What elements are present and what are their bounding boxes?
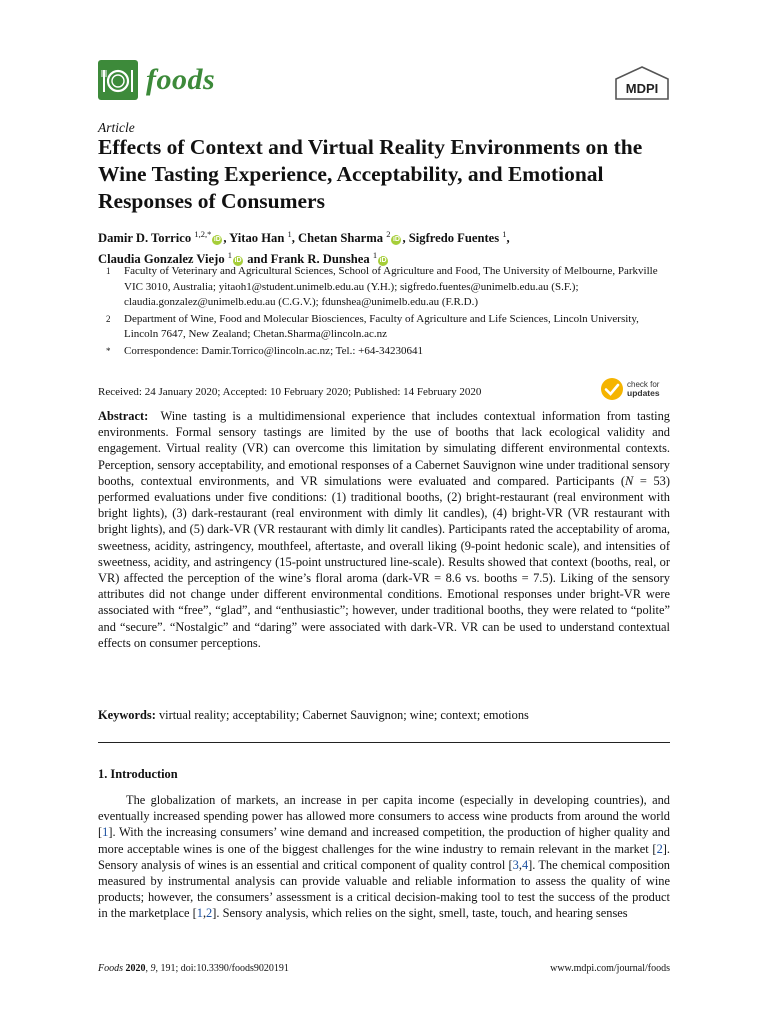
author-affiliation-mark: 2 <box>386 229 391 239</box>
footer-year: 2020 <box>125 963 146 974</box>
orcid-icon[interactable]: iD <box>379 257 387 265</box>
journal-name: foods <box>146 63 216 96</box>
body-text-segment: ]. Sensory analysis of wines is an essential and critical component of quality control [ <box>98 841 670 872</box>
footer-volume: 9 <box>150 963 156 974</box>
section-heading-introduction: 1. Introduction <box>98 767 178 781</box>
author-affiliation-mark: 1 <box>372 250 378 261</box>
check-updates-line2: updates <box>627 388 660 398</box>
body-text-segment: ]. Sensory analysis, which relies on the sight, smell, taste, touch, and hearing senses <box>212 906 628 921</box>
citation-link[interactable]: 1 <box>102 825 109 840</box>
author-list: Damir D. Torrico $^{1,2,*}$iD , Yitao Han $^1$, Chetan Sharma $^2$iD , Sigfredo Fuentes $^1$, Claudia Gonzalez Viejo $^1$iD and Frank R. Dunshea $^1$iD <box>98 229 510 267</box>
body-text-segment: The globalization of markets, an increase in per capita income (especially in developing countries), and eventually increased spending power has allowed more consumers to access wine products from around the world [ <box>98 793 670 840</box>
affiliation-mark: 2 <box>106 313 111 324</box>
body-text-segment: ]. The chemical composition measured by instrumental analysis can provide valuable and reliable information to assess the quality of wine products; however, the consumers’ assessment is a critical decision-making tool to test the success of the product in the marketplace [ <box>98 857 670 921</box>
section-divider <box>98 742 670 743</box>
affiliations <box>98 264 673 361</box>
author-affiliation-mark: 1,2,* <box>194 229 212 239</box>
citation-link[interactable]: 4 <box>521 857 529 872</box>
correspondence-mark: * <box>106 345 111 356</box>
footer-journal: Foods <box>98 963 123 974</box>
affiliation-mark: 1 <box>106 266 111 276</box>
citation-link[interactable]: 1 <box>196 906 203 921</box>
citation-link[interactable]: 3 <box>512 857 519 872</box>
author-name[interactable]: Frank R. Dunshea <box>270 252 370 267</box>
keywords-text: virtual reality; acceptability; Cabernet Sauvignon; wine; context; emotions <box>158 708 529 722</box>
sample-size-symbol: N <box>625 473 634 488</box>
author-affiliation-mark: 1 <box>227 250 233 261</box>
abstract-text: = 53) performed evaluations under five conditions: (1) traditional booths, (2) bright-restaurant (real environment with bright lights), (3) dark-restaurant (real environment with dimly lit candles), (4) bright-VR (VR restaurant with bright lights), and (5) dark-VR (VR restaurant with dimly lit candles). Participants rated the acceptability of aroma, sweetness, acidity, astringency, mouthfeel, aftertaste, and overall liking (9-point hedonic scale), and intensities of sweetness, acidity, and astringency (15-point unstructured line-scale). Results showed that context (booths, real, or VR) affected the perception of the wine’s floral aroma (dark-VR = 8.6 vs. booths = 7.5). Liking of the sensory attributes did not change under different environmental conditions. Emotional responses under bright-VR were associated with “free”, “glad”, and “enthusiastic”; however, under traditional booths, they were related to “polite” and “secure”. “Nostalgic” and “daring” were associated with dark-VR. VR can be used to understand contextual effects on consumer perceptions. <box>98 473 671 650</box>
footer-journal-url[interactable]: www.mdpi.com/journal/foods <box>550 963 670 974</box>
author-name[interactable]: Chetan Sharma <box>298 231 384 246</box>
author-affiliation-mark: 1 <box>502 229 507 239</box>
abstract <box>98 408 670 651</box>
footer-citation: Foods 2020, 9, 191; doi:10.3390/foods9020191 <box>98 963 289 974</box>
author-affiliation-mark: 1 <box>287 229 292 239</box>
keywords-label: Keywords: <box>98 708 156 722</box>
keywords <box>98 707 670 723</box>
citation-link[interactable]: 2 <box>656 841 663 856</box>
mdpi-logo[interactable] <box>614 66 670 102</box>
check-for-updates-button[interactable] <box>600 377 660 401</box>
check-updates-line1: check for <box>627 380 660 389</box>
author-name[interactable]: Claudia Gonzalez Viejo <box>98 252 225 267</box>
orcid-icon[interactable]: iD <box>234 257 242 265</box>
correspondence-item <box>98 344 673 360</box>
article-type: Article <box>98 120 135 135</box>
publication-dates: Received: 24 January 2020; Accepted: 10 February 2020; Published: 14 February 2020 <box>98 386 482 398</box>
plate-cutlery-icon <box>98 60 138 100</box>
affiliation-text: Department of Wine, Food and Molecular Biosciences, Faculty of Agriculture and Life Sciences, Lincoln University, Lincoln 7647, New Zealand; Chetan.Sharma@lincoln.ac.nz <box>124 312 639 341</box>
author-name[interactable]: Yitao Han <box>229 231 285 246</box>
abstract-text: Wine tasting is a multidimensional experience that includes contextual information from tasting environments. Formal sensory tastings are limited by the use of booths that lack ecological validity and engagement. Virtual reality (VR) can overcome this limitation by simulating different environmental contexts. Perception, sensory acceptability, and emotional responses of a Cabernet Sauvignon wine under traditional sensory booths, contextual environments, and VR simulations were evaluated and compared. Participants ( <box>98 409 670 488</box>
affiliation-item <box>98 312 673 343</box>
journal-logo[interactable] <box>98 60 215 100</box>
affiliation-text: Faculty of Veterinary and Agricultural Sciences, School of Agriculture and Food, The University of Melbourne, Parkville VIC 3010, Australia; yitaoh1@student.unimelb.edu.au (Y.H.); sigfredo.fuentes@unimelb.edu.au (S.F.); claudia.gonzalez@unimelb.edu.au (C.G.V.); fdunshea@unimelb.edu.au (F.R.D.) <box>124 265 658 309</box>
orcid-icon[interactable]: iD <box>392 236 400 244</box>
citation-link[interactable]: 2 <box>206 906 213 921</box>
article-title: Effects of Context and Virtual Reality Environments on the Wine Tasting Experience, Acceptability, and Emotional Responses of Consumers <box>98 135 643 213</box>
check-updates-icon <box>600 377 624 401</box>
orcid-icon[interactable]: iD <box>213 236 221 244</box>
introduction-paragraph: The globalization of markets, an increase in per capita income (especially in developing countries), and eventually increased spending power has allowed more consumers to access wine products from around the world [1]. With the increasing consumers’ wine demand and increased competition, the production of higher quality and more acceptable wines is one of the biggest challenges for the wine industry to remain relevant in the market [2]. Sensory analysis of wines is an essential and critical component of quality control [3,4]. The chemical composition measured by instrumental analysis can provide valuable and reliable information to assess the quality of wine products; however, the consumers’ assessment is a critical decision-making tool to test the success of the product in the marketplace [1,2]. Sensory analysis, which relies on the sight, smell, taste, touch, and hearing senses <box>98 793 670 921</box>
correspondence-text: Correspondence: Damir.Torrico@lincoln.ac.nz; Tel.: +64-34230641 <box>124 344 423 357</box>
affiliation-item <box>98 264 673 311</box>
svg-text:MDPI: MDPI <box>625 81 659 96</box>
author-name[interactable]: Sigfredo Fuentes <box>408 231 500 246</box>
author-name[interactable]: Damir D. Torrico <box>98 231 192 246</box>
abstract-label: Abstract: <box>98 409 149 423</box>
body-text-segment: ]. With the increasing consumers’ wine demand and increased competition, the production of higher quality and more acceptable wines is one of the biggest challenges for the wine industry to remain relevant in the market [ <box>98 825 670 856</box>
footer-doi: , 191; doi:10.3390/foods9020191 <box>155 963 289 974</box>
